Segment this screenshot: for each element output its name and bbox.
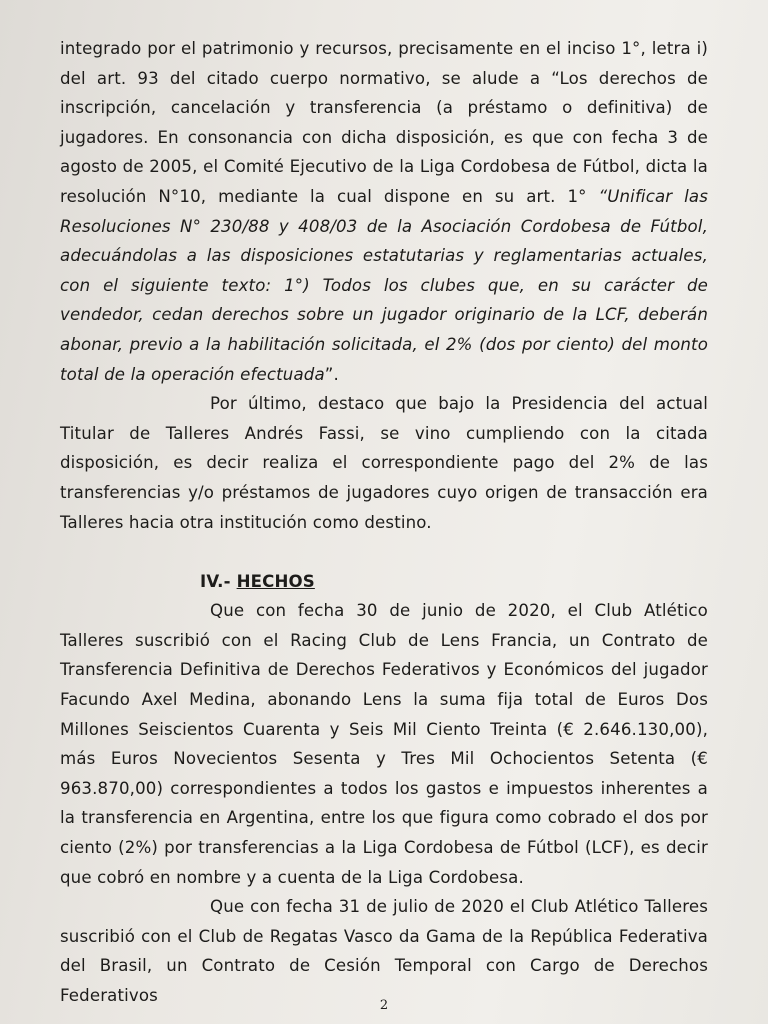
- paragraph-lens-transfer: Que con fecha 30 de junio de 2020, el Club Atlético Talleres suscribió con el Racing Club de Lens Francia, un Contrato de Transferencia Definitiva de Derechos Federativos y Económicos del jugador Facundo Axel Medina, abonando Lens la suma fija total de Euros Dos Millones Seiscientos Cuarenta y Seis Mil Ciento Treinta (€ 2.646.130,00), más Euros Novecientos Sesenta y Tres Mil Ochocientos Setenta (€ 963.870,00) correspondientes a todos los gastos e impuestos inherentes a la transferencia en Argentina, entre los que figura como cobrado el dos por ciento (2%) por transferencias a la Liga Cordobesa de Fútbol (LCF), es decir que cobró en nombre y a cuenta de la Liga Cordobesa.: [60, 601, 708, 887]
- paragraph-presidency: Por último, destaco que bajo la Presidencia del actual Titular de Talleres Andrés Fassi, se vino cumpliendo con la citada disposición, es decir realiza el correspondiente pago del 2% de las transferencias y/o préstamos de jugadores cuyo origen de transacción era Talleres hacia otra institución como destino.: [60, 394, 708, 532]
- section-heading: [200, 567, 708, 597]
- paragraph-resolution-lead: integrado por el patrimonio y recursos, precisamente en el inciso 1°, letra i) del art. 93 del citado cuerpo normativo, se alude a “Los derechos de inscripción, cancelación y transferencia (a préstamo o definitiva) de jugadores. En consonancia con dicha disposición, es que con fecha 3 de agosto de 2005, el Comité Ejecutivo de la Liga Cordobesa de Fútbol, dicta la resolución N°10, mediante la cual dispone en su art. 1°: [60, 39, 708, 206]
- section-title: HECHOS: [236, 571, 315, 591]
- page-number: 2: [379, 998, 389, 1013]
- resolution-quote-end: ”.: [324, 364, 339, 384]
- paragraph-resolution: [60, 34, 708, 389]
- document-body: [60, 34, 708, 1011]
- paragraph-vasco-loan: Que con fecha 31 de julio de 2020 el Club Atlético Talleres suscribió con el Club de Regatas Vasco da Gama de la República Federativa del Brasil, un Contrato de Cesión Temporal con Cargo de Derechos Federativos: [60, 897, 708, 1005]
- resolution-quote: “Unificar las Resoluciones N° 230/88 y 408/03 de la Asociación Cordobesa de Fútbol, adecuándolas a las disposiciones estatutarias y reglamentarias actuales, con el siguiente texto: 1°) Todos los clubes que, en su carácter de vendedor, cedan derechos sobre un jugador originario de la LCF, deberán abonar, previo a la habilitación solicitada, el 2% (dos por ciento) del monto total de la operación efectuada: [60, 186, 708, 384]
- section-number: IV.-: [200, 571, 237, 591]
